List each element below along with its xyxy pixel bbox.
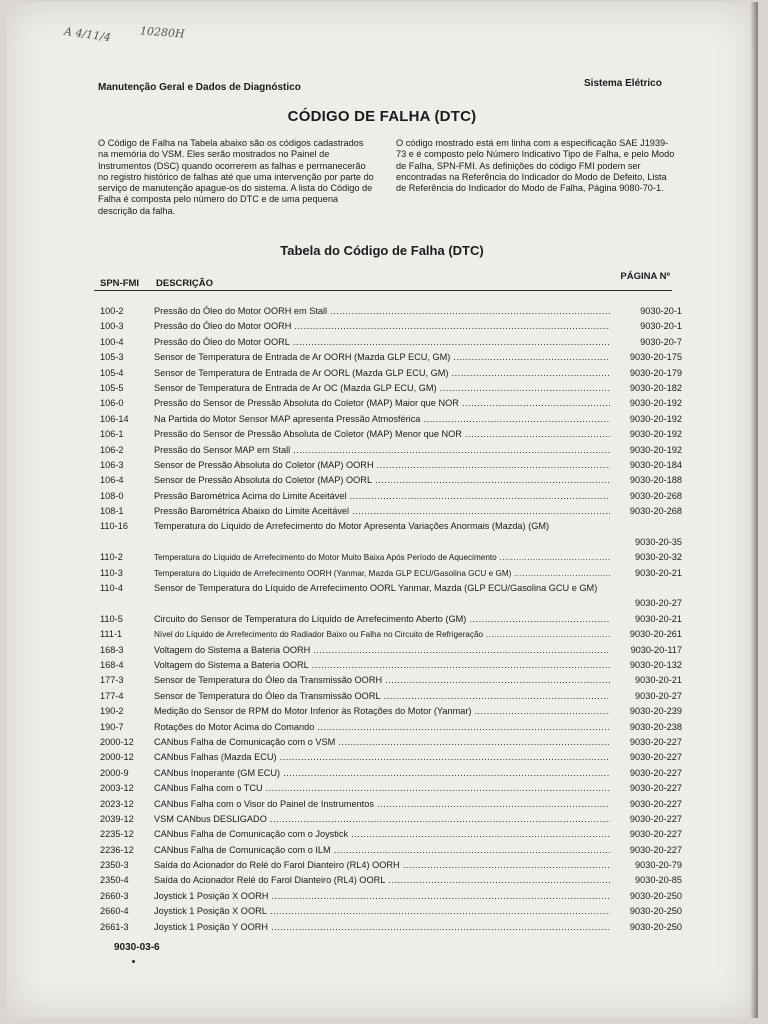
table-row	[94, 550, 684, 565]
dtc-page-ref: 9030-20-27	[635, 598, 682, 609]
table-row	[94, 720, 684, 735]
dtc-code: 2000-12	[100, 752, 134, 763]
dtc-code: 2003-12	[100, 783, 134, 794]
dtc-code: 2000-9	[100, 767, 129, 778]
table-row	[94, 766, 684, 781]
dtc-code: 108-1	[100, 506, 124, 517]
dtc-page-ref: 9030-20-250	[629, 890, 682, 901]
table-row	[94, 673, 684, 688]
dtc-description: Voltagem do Sistema a Bateria OORH .....	[154, 643, 610, 658]
dtc-description: Pressão Barométrica Abaixo do Limite Aceitável .....	[154, 504, 610, 519]
table-row	[94, 781, 684, 796]
dtc-page-ref: 9030-20-188	[629, 475, 682, 486]
table-row	[94, 566, 684, 581]
dtc-page-ref: 9030-20-238	[629, 721, 682, 732]
table-row	[94, 350, 684, 365]
dtc-code: 110-2	[100, 552, 123, 563]
dtc-code: 100-2	[100, 306, 124, 316]
handwritten-note-2: 10280H	[139, 24, 185, 41]
table-row	[94, 689, 684, 704]
page-number: 9030-03-6	[114, 942, 160, 953]
dtc-description: CANbus Falha com o Visor do Painel de Instrumentos .....	[154, 797, 610, 812]
dtc-code: 168-3	[100, 644, 124, 655]
dtc-page-ref: 9030-20-182	[629, 382, 682, 393]
dtc-code: 2236-12	[100, 844, 134, 855]
dtc-page-ref: 9030-20-1	[640, 321, 682, 332]
table-row	[94, 627, 684, 642]
dtc-page-ref: 9030-20-117	[630, 644, 682, 655]
dtc-description: CANbus Inoperante (GM ECU) .....	[154, 766, 610, 781]
dtc-description: CANbus Falha de Comunicação com o Joystick .....	[154, 827, 610, 842]
dtc-page-ref: 9030-20-250	[629, 921, 682, 932]
dtc-description: Temperatura do Líquido de Arrefecimento do Motor Apresenta Variações Anormais (Mazda) (GM)	[154, 521, 550, 532]
dtc-description: CANbus Falha de Comunicação com o ILM .....	[154, 843, 610, 858]
dtc-description: Na Partida do Motor Sensor MAP apresenta Pressão Atmosférica .....	[154, 412, 610, 427]
table-row	[94, 812, 684, 827]
dtc-description: Pressão do Sensor de Pressão Absoluta de Coletor (MAP) Menor que NOR .....	[154, 427, 610, 442]
dtc-code: 108-0	[100, 490, 124, 501]
dtc-description: Pressão Barométrica Acima do Limite Aceitável .....	[154, 489, 610, 504]
dtc-code: 106-4	[100, 475, 124, 486]
dtc-page-ref: 9030-20-261	[629, 629, 682, 640]
dtc-code: 111-1	[100, 629, 123, 640]
table-row	[94, 827, 684, 842]
table-row	[94, 889, 684, 904]
dtc-page-ref: 9030-20-192	[629, 444, 682, 455]
dtc-page-ref: 9030-20-192	[629, 413, 682, 424]
dtc-page-ref: 9030-20-227	[629, 767, 682, 778]
dtc-description: CANbus Falha de Comunicação com o VSM .....	[154, 735, 610, 750]
table-row	[94, 304, 684, 319]
table-row	[94, 904, 684, 919]
header-section-title: Manutenção Geral e Dados de Diagnóstico	[98, 82, 301, 93]
table-row	[94, 920, 684, 935]
dtc-page-ref: 9030-20-192	[629, 429, 682, 440]
table-row	[94, 489, 684, 504]
page-edge-shadow	[750, 2, 758, 1018]
dtc-page-ref: 9030-20-227	[629, 813, 682, 824]
dtc-description: Joystick 1 Posição X OORH .....	[154, 889, 610, 904]
dtc-description: CANbus Falhas (Mazda ECU) .....	[154, 750, 610, 765]
dtc-code: 110-5	[100, 613, 123, 624]
dtc-description: Circuito do Sensor de Temperatura do Líquido de Arrefecimento Aberto (GM) .....	[154, 612, 610, 627]
table-row	[94, 843, 684, 858]
dtc-description: VSM CANbus DESLIGADO .....	[154, 812, 610, 827]
dtc-code: 105-5	[100, 382, 124, 393]
dtc-page-ref: 9030-20-7	[640, 336, 682, 347]
table-row	[94, 735, 684, 750]
table-row	[94, 473, 684, 488]
table-row	[94, 581, 684, 612]
dtc-code: 177-4	[100, 690, 124, 701]
dtc-code: 168-4	[100, 660, 124, 671]
dtc-page-ref: 9030-20-35	[635, 536, 682, 547]
dtc-description: Medição do Sensor de RPM do Motor Inferior às Rotações do Motor (Yanmar) .....	[154, 704, 610, 719]
dtc-code: 100-4	[100, 336, 124, 347]
handwritten-note-1: A 4/11/4	[63, 24, 112, 45]
dtc-description: Pressão do Sensor MAP em Stall .....	[154, 443, 610, 458]
dtc-description: Pressão do Óleo do Motor OORL .....	[154, 335, 610, 350]
dtc-page-ref: 9030-20-27	[635, 690, 682, 701]
dtc-page-ref: 9030-20-184	[629, 459, 682, 470]
dtc-description: Temperatura do Líquido de Arrefecimento OORH (Yanmar, Mazda GLP ECU/Gasolina GCU e GM) .....	[154, 566, 610, 581]
dtc-description: Saída do Acionador do Relé do Farol Dianteiro (RL4) OORH .....	[154, 858, 610, 873]
dtc-description: Temperatura do Líquido de Arrefecimento do Motor Muito Baixa Após Período de Aquecimento .....	[154, 550, 610, 565]
dtc-page-ref: 9030-20-227	[629, 829, 682, 840]
dtc-code: 2660-3	[100, 890, 129, 901]
dtc-page-ref: 9030-20-227	[629, 752, 682, 763]
dtc-page-ref: 9030-20-192	[629, 398, 682, 409]
page-title: CÓDIGO DE FALHA (DTC)	[287, 108, 477, 125]
dtc-description: Nível do Líquido de Arrefecimento do Radiador Baixo ou Falha no Circuito de Refrigeração .....	[154, 627, 610, 642]
dtc-code: 2350-3	[100, 860, 129, 871]
table-row	[94, 366, 684, 381]
dtc-description: Rotações do Motor Acima do Comando .....	[154, 720, 610, 735]
dtc-description: Sensor de Pressão Absoluta do Coletor (MAP) OORL .....	[154, 473, 610, 488]
dtc-page-ref: 9030-20-268	[629, 490, 682, 501]
table-header	[94, 270, 672, 291]
dtc-description: CANbus Falha com o TCU .....	[154, 781, 610, 796]
dtc-page-ref: 9030-20-239	[629, 706, 682, 717]
dtc-code: 2023-12	[100, 798, 134, 809]
dtc-code: 2350-4	[100, 875, 129, 886]
dtc-page-ref: 9030-20-227	[629, 783, 682, 794]
header-chapter-title: Sistema Elétrico	[584, 78, 662, 89]
dtc-code: 177-3	[100, 675, 124, 686]
dtc-table-body	[94, 304, 684, 935]
dtc-code: 110-4	[100, 583, 123, 594]
table-row	[94, 319, 684, 334]
dtc-description: Pressão do Óleo do Motor OORH em Stall .....	[154, 304, 610, 319]
dtc-description: Joystick 1 Posição Y OORH .....	[154, 920, 610, 935]
dtc-description: Pressão do Óleo do Motor OORH .....	[154, 319, 610, 334]
table-row	[94, 612, 684, 627]
dtc-page-ref: 9030-20-79	[635, 860, 682, 871]
ink-dot	[132, 960, 135, 963]
dtc-description: Voltagem do Sistema a Bateria OORL .....	[154, 658, 610, 673]
table-title: Tabela do Código de Falha (DTC)	[280, 243, 484, 258]
dtc-page-ref: 9030-20-1	[640, 306, 682, 316]
dtc-description: Saída do Acionador Relé do Farol Dianteiro (RL4) OORL .....	[154, 873, 610, 888]
dtc-code: 106-0	[100, 398, 124, 409]
dtc-description: Pressão do Sensor de Pressão Absoluta do Coletor (MAP) Maior que NOR .....	[154, 396, 610, 411]
table-row	[94, 643, 684, 658]
dtc-code: 190-7	[100, 721, 124, 732]
dtc-page-ref: 9030-20-175	[629, 352, 682, 363]
table-row	[94, 381, 684, 396]
dtc-description: Sensor de Temperatura do Óleo da Transmissão OORH .....	[154, 673, 610, 688]
table-row	[94, 658, 684, 673]
table-row	[94, 704, 684, 719]
table-row	[94, 458, 684, 473]
table-row	[94, 504, 684, 519]
dtc-code: 190-2	[100, 706, 124, 717]
dtc-description: Sensor de Pressão Absoluta do Coletor (MAP) OORH .....	[154, 458, 610, 473]
dtc-page-ref: 9030-20-32	[635, 552, 682, 563]
dtc-code: 2235-12	[100, 829, 134, 840]
dtc-description: Joystick 1 Posição X OORL .....	[154, 904, 610, 919]
dtc-description: Sensor de Temperatura de Entrada de Ar OORH (Mazda GLP ECU, GM) .....	[154, 350, 610, 365]
dtc-code: 2660-4	[100, 906, 129, 917]
table-row	[94, 519, 684, 550]
column-header-description: DESCRIÇÃO	[156, 278, 214, 289]
dtc-description: Sensor de Temperatura do Líquido de Arrefecimento OORL Yanmar, Mazda (GLP ECU/Gasolina GCU e GM)	[154, 583, 598, 594]
table-row	[94, 335, 684, 350]
dtc-code: 106-2	[100, 444, 124, 455]
dtc-description: Sensor de Temperatura do Óleo da Transmissão OORL .....	[154, 689, 610, 704]
table-row	[94, 797, 684, 812]
table-row	[94, 858, 684, 873]
dtc-page-ref: 9030-20-250	[629, 906, 682, 917]
column-header-page: PÁGINA Nº	[620, 271, 670, 282]
dtc-page-ref: 9030-20-132	[629, 660, 682, 671]
table-row	[94, 873, 684, 888]
dtc-code: 2039-12	[100, 813, 134, 824]
table-row	[94, 396, 684, 411]
intro-paragraph-right: O código mostrado está em linha com a especificação SAE J1939-73 e é composto pelo Número Indicativo Tipo de Falha, e pelo Modo de Falha, SPN-FMI. As definições do código FMI podem ser encontradas na Referência do Indicador do Modo de Defeito, Lista de Referência do Indicador do Modo de Falha, Página 9080-70-1.	[396, 138, 675, 194]
dtc-code: 2661-3	[100, 921, 129, 932]
dtc-page-ref: 9030-20-21	[635, 675, 682, 686]
dtc-code: 100-3	[100, 321, 124, 332]
dtc-page-ref: 9030-20-85	[635, 875, 682, 886]
dtc-code: 110-3	[100, 567, 123, 578]
table-row	[94, 427, 684, 442]
dtc-page-ref: 9030-20-21	[635, 613, 682, 624]
dtc-description: Sensor de Temperatura de Entrada de Ar OORL (Mazda GLP ECU, GM) .....	[154, 366, 610, 381]
dtc-code: 105-3	[100, 352, 124, 363]
document-page	[6, 2, 758, 1018]
dtc-page-ref: 9030-20-21	[635, 567, 682, 578]
dtc-page-ref: 9030-20-227	[629, 736, 682, 747]
dtc-code: 110-16	[100, 521, 128, 532]
table-row	[94, 443, 684, 458]
intro-paragraph-left: O Código de Falha na Tabela abaixo são os códigos cadastrados na memória do VSM. Eles serão mostrados no Painel de Instrumentos (DSC) quando ocorrerem as falhas e permanecerão no registro histórico de falhas até que uma intervenção por parte do serviço de manutenção apague-os do sistema. A lista do Código de Falha é composta pelo número do DTC e de uma pequena descrição da falha.	[98, 138, 374, 216]
column-header-code: SPN-FMI	[100, 278, 140, 289]
dtc-page-ref: 9030-20-179	[629, 367, 682, 378]
dtc-description: Sensor de Temperatura de Entrada de Ar OC (Mazda GLP ECU, GM) .....	[154, 381, 610, 396]
dtc-code: 105-4	[100, 367, 124, 378]
dtc-code: 106-1	[100, 429, 124, 440]
dtc-page-ref: 9030-20-268	[629, 506, 682, 517]
table-row	[94, 412, 684, 427]
dtc-page-ref: 9030-20-227	[629, 798, 682, 809]
dtc-page-ref: 9030-20-227	[629, 844, 682, 855]
dtc-code: 2000-12	[100, 736, 134, 747]
table-row	[94, 750, 684, 765]
dtc-code: 106-14	[100, 413, 129, 424]
dtc-code: 106-3	[100, 459, 124, 470]
